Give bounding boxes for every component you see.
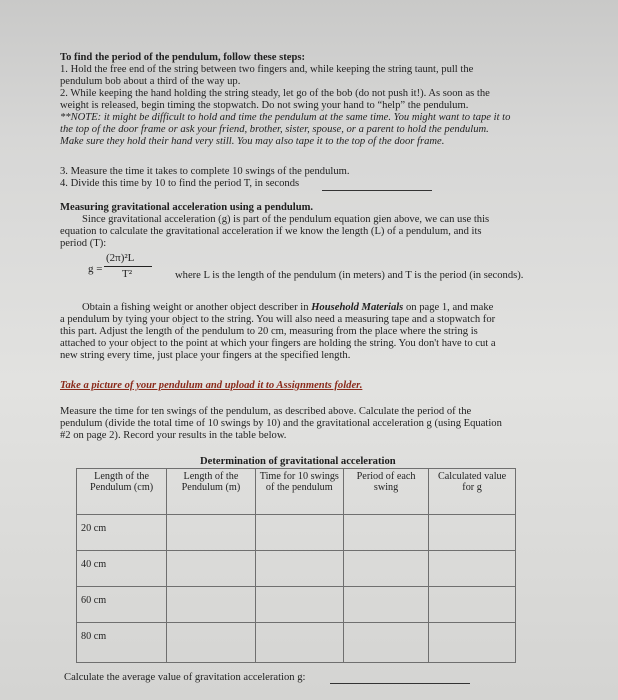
period-answer-line[interactable]	[322, 190, 432, 191]
cell[interactable]	[167, 551, 255, 587]
row-length-80: 80 cm	[77, 623, 167, 663]
cell[interactable]	[255, 515, 343, 551]
cell[interactable]	[344, 587, 429, 623]
table-row	[77, 623, 516, 663]
section-text-1: Since gravitational acceleration (g) is part of the pendulum equation gien above, we can use this	[82, 214, 490, 225]
table-row	[77, 551, 516, 587]
row-length-60: 60 cm	[77, 587, 167, 623]
cell[interactable]	[255, 587, 343, 623]
average-g-prompt: Calculate the average value of gravitation acceleration g:	[64, 672, 306, 683]
equation-numerator: (2π)²L	[106, 252, 135, 264]
cell[interactable]	[429, 515, 516, 551]
obtain-line-1: Obtain a fishing weight or another object describer in Household Materials on page 1, and make	[82, 302, 494, 313]
table-row	[77, 515, 516, 551]
obtain-line-5: new string every time, just place your fingers at the specified length.	[60, 350, 351, 361]
section-title: Measuring gravitational acceleration using a pendulum.	[60, 202, 314, 213]
section-text-3: period (T):	[60, 238, 107, 249]
picture-instruction: Take a picture of your pendulum and upload it to Assignments folder.	[60, 380, 363, 391]
cell[interactable]	[429, 623, 516, 663]
note-line-1: **NOTE: it might be difficult to hold and time the pendulum at the same time. You might want to tape it to	[60, 112, 511, 123]
step-1-line-2: pendulum bob about a third of the way up.	[60, 76, 241, 87]
table-title: Determination of gravitational acceleration	[200, 456, 396, 467]
fraction-bar	[104, 266, 152, 267]
row-length-40: 40 cm	[77, 551, 167, 587]
cell[interactable]	[344, 551, 429, 587]
header-calculated-g: Calculated value for g	[429, 469, 516, 515]
equation-lhs: g =	[88, 263, 103, 275]
cell[interactable]	[167, 587, 255, 623]
header-length-cm: Length of the Pendulum (cm)	[77, 469, 167, 515]
cell[interactable]	[167, 515, 255, 551]
cell[interactable]	[255, 551, 343, 587]
section-text-2: equation to calculate the gravitational acceleration if we know the length (L) of a pendulum, and its	[60, 226, 482, 237]
measure-line-1: Measure the time for ten swings of the pendulum, as described above. Calculate the period of the	[60, 406, 472, 417]
equation-denominator: T²	[122, 268, 133, 280]
cell[interactable]	[344, 623, 429, 663]
table-header-row	[77, 469, 516, 515]
cell[interactable]	[344, 515, 429, 551]
step-3: 3. Measure the time it takes to complete 10 swings of the pendulum.	[60, 166, 350, 177]
note-line-2: the top of the door frame or ask your friend, brother, sister, spouse, or a parent to hold the pendulum.	[60, 124, 489, 135]
header-time-10-swings: Time for 10 swings of the pendulum	[255, 469, 343, 515]
cell[interactable]	[429, 551, 516, 587]
cell[interactable]	[255, 623, 343, 663]
table-row	[77, 587, 516, 623]
results-table	[76, 468, 516, 663]
average-g-answer-line[interactable]	[330, 683, 470, 684]
header-length-m: Length of the Pendulum (m)	[167, 469, 255, 515]
instructions-heading: To find the period of the pendulum, follow these steps:	[60, 52, 306, 63]
note-line-3: Make sure they hold their hand very still. You may also tape it to the top of the door frame.	[60, 136, 445, 147]
cell[interactable]	[167, 623, 255, 663]
header-period: Period of each swing	[344, 469, 429, 515]
cell[interactable]	[429, 587, 516, 623]
step-4: 4. Divide this time by 10 to find the period T, in seconds	[60, 178, 300, 189]
obtain-line-3: this part. Adjust the length of the pendulum to 20 cm, measuring from the place where the string is	[60, 326, 478, 337]
row-length-20: 20 cm	[77, 515, 167, 551]
step-2-line-2: weight is released, begin timing the stopwatch. Do not swing your hand to “help” the pendulum.	[60, 100, 469, 111]
step-1-line-1: 1. Hold the free end of the string between two fingers and, while keeping the string taunt, pull the	[60, 64, 474, 75]
obtain-line-2: a pendulum by tying your object to the string. You will also need a measuring tape and a stopwatch for	[60, 314, 496, 325]
step-2-line-1: 2. While keeping the hand holding the string steady, let go of the bob (do not push it!). As soon as the	[60, 88, 490, 99]
obtain-line-4: attached to your object to the point at which your fingers are holding the string. You don't have to cut a	[60, 338, 496, 349]
measure-line-3: #2 on page 2). Record your results in the table below.	[60, 430, 287, 441]
measure-line-2: pendulum (divide the total time of 10 swings by 10) and the gravitational acceleration g (using Equation	[60, 418, 502, 429]
equation-where: where L is the length of the pendulum (in meters) and T is the period (in seconds).	[175, 270, 524, 281]
